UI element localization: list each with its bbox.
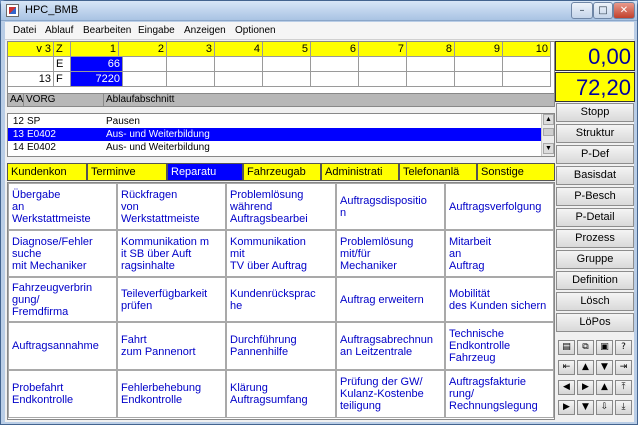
scroll-down-icon[interactable]: ▼ [543,143,554,154]
grid-column-header: 4 [215,42,263,57]
activity-button[interactable]: Auftragsverfolgung [445,183,554,230]
down-arrow-icon[interactable]: ▼ [577,400,594,415]
activity-button[interactable]: Fahrt zum Pannenort [117,322,226,370]
close-button[interactable]: ✕ [613,2,635,19]
activity-button[interactable]: Fahrzeugverbrin gung/ Fremdfirma [8,277,117,322]
activity-button[interactable]: Rückfragen von Werkstattmeiste [117,183,226,230]
tab-kundenkon[interactable]: Kundenkon [7,163,87,181]
maximize-button[interactable]: □ [593,2,613,19]
list-header-vorg: VORG [24,94,104,106]
tab-telefonanlä[interactable]: Telefonanlä [399,163,477,181]
list-item-selected[interactable]: 13 E0402 Aus- und Weiterbildung [8,128,541,141]
grid-cell[interactable] [311,57,359,72]
help-icon[interactable]: ? [615,340,632,355]
menu-eingabe[interactable]: Eingabe [138,25,175,36]
grid-cell[interactable] [407,57,455,72]
grid-cell[interactable] [263,72,311,87]
p-detail-button[interactable]: P-Detail [556,208,634,227]
basisdat-button[interactable]: Basisdat [556,166,634,185]
scroll-thumb[interactable] [543,128,554,136]
grid-corner-z: Z [54,42,71,57]
activity-button[interactable]: Durchführung Pannenhilfe [226,322,336,370]
activity-list [7,113,555,157]
up-arrow-icon[interactable]: ▲ [596,380,613,395]
grid-cell[interactable] [503,72,551,87]
definition-button[interactable]: Definition [556,271,634,290]
grid-column-header: 6 [311,42,359,57]
grid-column-header: 5 [263,42,311,57]
stopp-button[interactable]: Stopp [556,103,634,122]
menu-bearbeiten[interactable]: Bearbeiten [83,25,132,36]
grid-corner-version: v 3 [8,42,54,57]
grid-column-header: 10 [503,42,551,57]
activity-button[interactable]: Auftragsdispositio n [336,183,445,230]
down-arrow-2-icon[interactable]: ⇩ [596,400,613,415]
up-small-icon[interactable]: ▲ [577,360,594,375]
activity-button[interactable]: Problemlösung während Auftragsbearbei [226,183,336,230]
list-scrollbar[interactable] [541,114,554,156]
grid-cell[interactable] [455,72,503,87]
up-arrow-2-icon[interactable]: ⤒ [615,380,632,395]
activity-button[interactable]: Auftragsannahme [8,322,117,370]
löpos-button[interactable]: LöPos [556,313,634,332]
activity-button[interactable]: Kommunikation m it SB über Auft ragsinhalte [117,230,226,277]
activity-button[interactable]: Problemlösung mit/für Mechaniker [336,230,445,277]
menu-anzeigen[interactable]: Anzeigen [184,25,226,36]
grid-row-num [8,57,54,72]
struktur-button[interactable]: Struktur [556,124,634,143]
activity-button[interactable]: Klärung Auftragsumfang [226,370,336,418]
value-display-top: 0,00 [555,41,635,71]
activity-button[interactable]: Technische Endkontrolle Fahrzeug [445,322,554,370]
grid-cell-selected[interactable]: 66 [71,57,123,72]
prozess-button[interactable]: Prozess [556,229,634,248]
grid-cell[interactable] [407,72,455,87]
activity-button[interactable]: Auftrag erweitern [336,277,445,322]
tab-administrati[interactable]: Administrati [321,163,399,181]
grid-cell[interactable] [119,57,167,72]
window-title: HPC_BMB [25,4,79,16]
grid-cell[interactable] [359,57,407,72]
lösch-button[interactable]: Lösch [556,292,634,311]
tab-fahrzeugab[interactable]: Fahrzeugab [243,163,321,181]
grid-cell[interactable] [215,57,263,72]
activity-button[interactable]: Prüfung der GW/ Kulanz-Kostenbe teiligung [336,370,445,418]
title-bar[interactable] [1,1,637,21]
grid-cell-selected[interactable]: 7220 [71,72,123,87]
grid-cell[interactable] [215,72,263,87]
activity-button[interactable]: Teileverfügbarkeit prüfen [117,277,226,322]
last-icon[interactable]: ⇥ [615,360,632,375]
grid-column-header: 3 [167,42,215,57]
grid-row-code: F [54,72,71,87]
copy-doc-icon[interactable]: ⧉ [577,340,594,355]
grid-cell[interactable] [503,57,551,72]
activity-button[interactable]: Kommunikation mit TV über Auftrag [226,230,336,277]
grid-cell[interactable] [455,57,503,72]
list-item[interactable]: 14 E0402 Aus- und Weiterbildung [12,142,210,153]
grid-column-header: 2 [119,42,167,57]
down-small-icon[interactable]: ▼ [596,360,613,375]
tab-reparatu[interactable]: Reparatu [167,163,243,181]
minimize-button[interactable]: – [571,2,593,19]
value-display-bottom: 72,20 [555,72,635,102]
save-icon[interactable]: ▣ [596,340,613,355]
grid-cell[interactable] [119,72,167,87]
p-def-button[interactable]: P-Def [556,145,634,164]
app-icon [6,4,19,17]
activity-grid [7,182,555,420]
new-doc-icon[interactable]: ▤ [558,340,575,355]
list-header [7,93,555,107]
grid-cell[interactable] [263,57,311,72]
list-header-ablauf: Ablaufabschnitt [106,94,175,105]
right-arrow-icon[interactable]: ▶ [577,380,594,395]
p-besch-button[interactable]: P-Besch [556,187,634,206]
grid-row-code: E [54,57,71,72]
scroll-up-icon[interactable]: ▲ [543,114,554,125]
activity-button[interactable]: Mitarbeit an Auftrag [445,230,554,277]
client-area [5,22,634,422]
activity-button[interactable]: Übergabe an Werkstattmeiste [8,183,117,230]
activity-button[interactable]: Diagnose/Fehler suche mit Mechaniker [8,230,117,277]
grid-cell[interactable] [167,72,215,87]
grid-cell[interactable] [311,72,359,87]
activity-button[interactable]: Auftragsfakturie rung/ Rechnungslegung [445,370,554,418]
category-tabs [7,163,555,181]
activity-button[interactable]: Kundenrücksprac he [226,277,336,322]
activity-button[interactable]: Fehlerbehebung Endkontrolle [117,370,226,418]
activity-button[interactable]: Probefahrt Endkontrolle [8,370,117,418]
left-arrow-icon[interactable]: ◀ [558,380,575,395]
activity-button[interactable]: Auftragsabrechnun an Leitzentrale [336,322,445,370]
list-item[interactable]: 12 SP Pausen [12,116,140,127]
down-end-icon[interactable]: ⤓ [615,400,632,415]
menu-bar [5,22,634,40]
grid-column-header: 7 [359,42,407,57]
gruppe-button[interactable]: Gruppe [556,250,634,269]
grid-cell[interactable] [359,72,407,87]
grid-column-header: 9 [455,42,503,57]
grid-column-header: 1 [71,42,119,57]
grid-column-header: 8 [407,42,455,57]
grid-row-num: 13 [8,72,54,87]
tab-terminve[interactable]: Terminve [87,163,167,181]
menu-ablauf[interactable]: Ablauf [45,25,74,36]
activity-button[interactable]: Mobilität des Kunden sichern [445,277,554,322]
right-arrow-2-icon[interactable]: ▶ [558,400,575,415]
tab-sonstige[interactable]: Sonstige [477,163,555,181]
first-icon[interactable]: ⇤ [558,360,575,375]
list-header-aa: AA [10,94,24,105]
grid-cell[interactable] [167,57,215,72]
menu-datei[interactable]: Datei [13,25,37,36]
menu-optionen[interactable]: Optionen [235,25,276,36]
